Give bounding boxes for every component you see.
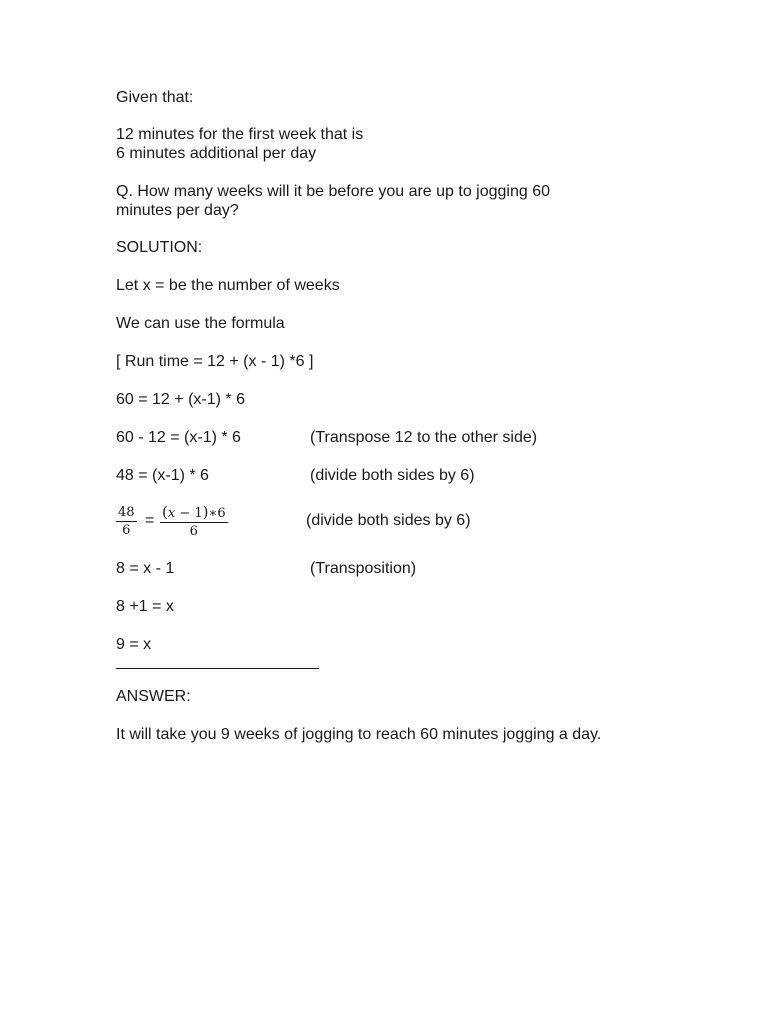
right-close-paren: ) [202,503,209,521]
question-line-2: minutes per day? [116,202,239,219]
answer-heading: ANSWER: [116,688,191,705]
formula: [ Run time = 12 + (x - 1) *6 ] [116,353,314,370]
left-denominator: 6 [122,523,131,538]
equals-sign: = [145,512,155,529]
given-line-2: 6 minutes additional per day [116,145,317,162]
step-2-note: (Transpose 12 to the other side) [310,429,538,446]
answer-text: It will take you 9 weeks of jogging to reach 60 minutes jogging a day. [116,726,602,743]
step-5-note: (Transposition) [310,560,417,577]
right-numerator [160,505,228,523]
step-5-equation: 8 = x - 1 [116,560,175,577]
step-3-equation: 48 = (x-1) * 6 [116,467,209,484]
step-7: 9 = x [116,636,152,653]
step-4-note: (divide both sides by 6) [306,512,471,529]
given-line-1: 12 minutes for the first week that is [116,126,364,143]
separator-rule [116,668,319,669]
given-heading: Given that: [116,89,194,106]
right-denominator: 6 [189,524,198,539]
solution-heading: SOLUTION: [116,239,203,256]
right-fraction [160,505,228,539]
let-statement: Let x = be the number of weeks [116,277,340,294]
formula-intro: We can use the formula [116,315,285,332]
step-3-note: (divide both sides by 6) [310,467,475,484]
step-1: 60 = 12 + (x-1) * 6 [116,391,245,408]
left-fraction [116,505,137,538]
right-open-paren: ( [162,503,168,521]
right-variable: x [167,506,176,521]
step-2-equation: 60 - 12 = (x-1) * 6 [116,429,241,446]
question-line-1: Q. How many weeks will it be before you are up to jogging 60 [116,183,551,200]
left-numerator: 48 [118,505,135,520]
step-6: 8 +1 = x [116,598,174,615]
right-times-six: ∗6 [208,506,226,521]
right-minus-one: − 1 [175,506,203,521]
